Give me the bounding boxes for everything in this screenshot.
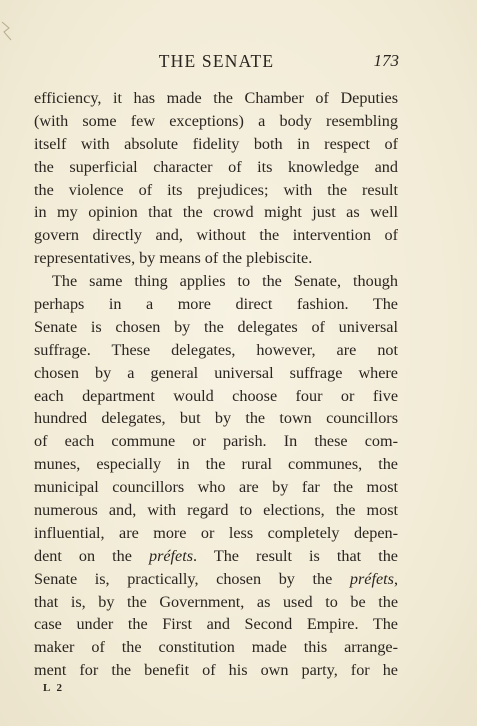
text-line: Senate is chosen by the delegates of universal xyxy=(34,317,398,336)
text-line: dent on the préfets. The result is that the xyxy=(34,546,398,565)
text-line: case under the First and Second Empire. The xyxy=(34,615,398,634)
text-line: the superficial character of its knowledge and xyxy=(34,157,398,176)
text-line: govern directly and, without the intervention of xyxy=(34,226,398,245)
text-line: of each commune or parish. In these com- xyxy=(34,432,398,451)
text-line: maker of the constitution made this arrange- xyxy=(34,638,398,657)
page-number: 173 xyxy=(373,51,399,70)
running-head: THE SENATE xyxy=(158,51,275,71)
text-line: in my opinion that the crowd might just as well xyxy=(34,203,398,222)
text-line: municipal councillors who are by far the most xyxy=(34,478,398,497)
text-line: (with some few exceptions) a body resembling xyxy=(34,111,398,130)
text-line: representatives, by means of the plebiscite. xyxy=(34,249,313,268)
text-line: hundred delegates, but by the town councillors xyxy=(34,409,398,428)
text-line: numerous and, with regard to elections, the most xyxy=(34,501,398,520)
text-line: the violence of its prejudices; with the result xyxy=(34,180,398,199)
text-line: influential, are more or less completely depen- xyxy=(34,523,398,542)
text-line: that is, by the Government, as used to be the xyxy=(34,592,398,611)
text-line: each department would choose four or five xyxy=(34,386,398,405)
text-line: ment for the benefit of his own party, for he xyxy=(34,661,398,680)
text-line: suffrage. These delegates, however, are not xyxy=(34,340,398,359)
text-line: The same thing applies to the Senate, though xyxy=(52,272,398,291)
text-line: perhaps in a more direct fashion. The xyxy=(34,295,398,314)
signature-mark: L 2 xyxy=(43,682,64,694)
text-line: efficiency, it has made the Chamber of Deputies xyxy=(34,89,398,107)
text-line: itself with absolute fidelity both in respect of xyxy=(34,134,398,153)
body-text xyxy=(34,87,398,682)
text-line: chosen by a general universal suffrage where xyxy=(34,363,398,382)
text-line: munes, especially in the rural communes, the xyxy=(34,455,398,474)
page-header xyxy=(34,49,399,75)
margin-mark xyxy=(0,18,14,48)
text-line: Senate is, practically, chosen by the préfets, xyxy=(34,569,398,588)
